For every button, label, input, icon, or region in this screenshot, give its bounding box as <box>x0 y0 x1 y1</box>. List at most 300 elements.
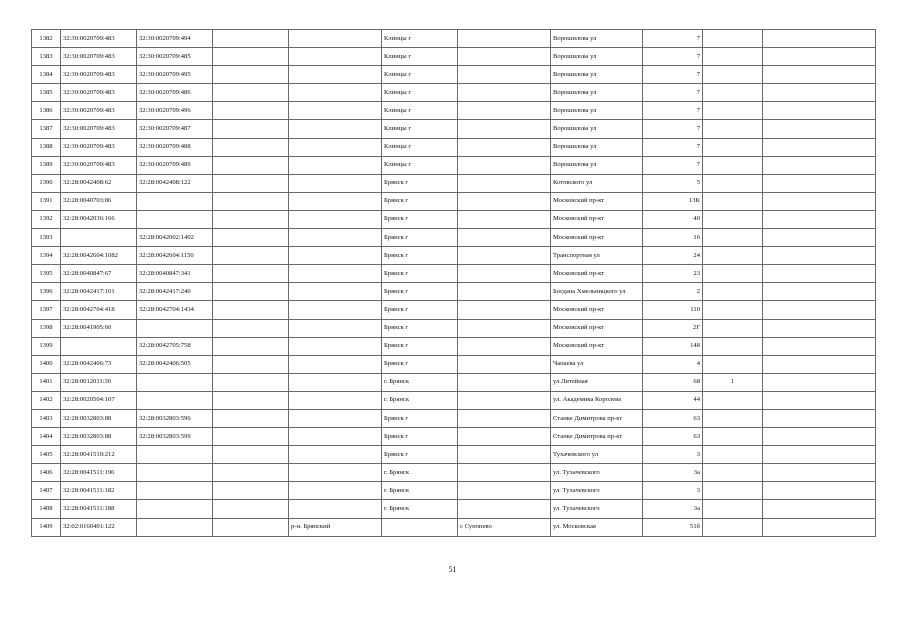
house-cell: 110 <box>643 301 703 319</box>
row-number-cell: 1382 <box>32 30 61 48</box>
city-cell: Клинцы г <box>382 30 458 48</box>
building-cell <box>703 428 763 446</box>
region-cell <box>213 518 289 536</box>
extra-cell <box>763 84 876 102</box>
street-cell: Станке Димитрова пр-кт <box>551 428 643 446</box>
table-row <box>32 138 876 156</box>
settlement-cell <box>458 337 551 355</box>
premises-number-cell <box>137 446 213 464</box>
settlement-cell <box>458 464 551 482</box>
settlement-cell <box>458 102 551 120</box>
region-cell <box>213 174 289 192</box>
region-cell <box>213 192 289 210</box>
house-cell: 44 <box>643 391 703 409</box>
district-cell <box>289 500 382 518</box>
table-row <box>32 247 876 265</box>
extra-cell <box>763 518 876 536</box>
street-cell: Московский пр-кт <box>551 265 643 283</box>
premises-number-cell: 32:28:0042604:1150 <box>137 247 213 265</box>
cadastral-number-cell: 32:28:0041511:182 <box>61 482 137 500</box>
building-cell <box>703 66 763 84</box>
city-cell: Брянск г <box>382 283 458 301</box>
settlement-cell <box>458 156 551 174</box>
house-cell: 4 <box>643 355 703 373</box>
row-number-cell: 1387 <box>32 120 61 138</box>
row-number-cell: 1395 <box>32 265 61 283</box>
premises-number-cell: 32:28:0032803:599 <box>137 428 213 446</box>
premises-number-cell: 32:30:0020709:485 <box>137 48 213 66</box>
extra-cell <box>763 48 876 66</box>
extra-cell <box>763 174 876 192</box>
registry-table <box>31 29 876 537</box>
city-cell: Клинцы г <box>382 84 458 102</box>
settlement-cell <box>458 247 551 265</box>
settlement-cell <box>458 229 551 247</box>
building-cell <box>703 319 763 337</box>
house-cell: 13К <box>643 192 703 210</box>
street-cell: Московский пр-кт <box>551 337 643 355</box>
district-cell <box>289 102 382 120</box>
city-cell: г. Брянск <box>382 464 458 482</box>
region-cell <box>213 464 289 482</box>
table-row <box>32 373 876 391</box>
region-cell <box>213 265 289 283</box>
building-cell <box>703 500 763 518</box>
cadastral-number-cell: 32:28:0041905:60 <box>61 319 137 337</box>
extra-cell <box>763 283 876 301</box>
extra-cell <box>763 247 876 265</box>
house-cell: 7 <box>643 156 703 174</box>
cadastral-number-cell: 32:28:0041511:196 <box>61 464 137 482</box>
house-cell: 7 <box>643 120 703 138</box>
city-cell: Брянск г <box>382 319 458 337</box>
row-number-cell: 1406 <box>32 464 61 482</box>
region-cell <box>213 355 289 373</box>
cadastral-number-cell: 32:28:0040703:86 <box>61 192 137 210</box>
district-cell <box>289 283 382 301</box>
building-cell <box>703 283 763 301</box>
city-cell: Клинцы г <box>382 48 458 66</box>
cadastral-number-cell: 32:28:0020504:107 <box>61 391 137 409</box>
street-cell: Тухачевского ул <box>551 446 643 464</box>
street-cell: Ворошилова ул <box>551 30 643 48</box>
row-number-cell: 1390 <box>32 174 61 192</box>
table-row <box>32 84 876 102</box>
cadastral-number-cell: 32:28:0042036:166 <box>61 210 137 228</box>
settlement-cell <box>458 482 551 500</box>
city-cell: Клинцы г <box>382 120 458 138</box>
table-row <box>32 283 876 301</box>
building-cell <box>703 247 763 265</box>
street-cell: ул. Тухачевского <box>551 464 643 482</box>
city-cell: Брянск г <box>382 428 458 446</box>
house-cell: 2 <box>643 283 703 301</box>
district-cell <box>289 30 382 48</box>
settlement-cell <box>458 373 551 391</box>
city-cell <box>382 518 458 536</box>
cadastral-number-cell: 32:30:0020709:483 <box>61 138 137 156</box>
district-cell: р-н. Брянский <box>289 518 382 536</box>
district-cell <box>289 391 382 409</box>
premises-number-cell: 32:28:0040847:341 <box>137 265 213 283</box>
street-cell: Московский пр-кт <box>551 229 643 247</box>
settlement-cell <box>458 283 551 301</box>
street-cell: Ворошилова ул <box>551 84 643 102</box>
premises-number-cell: 32:28:0032803:596 <box>137 409 213 427</box>
row-number-cell: 1391 <box>32 192 61 210</box>
house-cell: 3а <box>643 500 703 518</box>
region-cell <box>213 120 289 138</box>
premises-number-cell: 32:30:0020709:496 <box>137 102 213 120</box>
row-number-cell: 1394 <box>32 247 61 265</box>
region-cell <box>213 319 289 337</box>
house-cell: 24 <box>643 247 703 265</box>
street-cell: ул.Литейная <box>551 373 643 391</box>
page-number: 51 <box>448 565 457 574</box>
row-number-cell: 1384 <box>32 66 61 84</box>
building-cell <box>703 409 763 427</box>
building-cell <box>703 518 763 536</box>
district-cell <box>289 192 382 210</box>
premises-number-cell: 32:28:0042417:240 <box>137 283 213 301</box>
district-cell <box>289 337 382 355</box>
premises-number-cell: 32:28:0042406:505 <box>137 355 213 373</box>
building-cell <box>703 210 763 228</box>
table-row <box>32 428 876 446</box>
street-cell: ул. Московская <box>551 518 643 536</box>
city-cell: Брянск г <box>382 355 458 373</box>
settlement-cell <box>458 138 551 156</box>
premises-number-cell: 32:30:0020709:487 <box>137 120 213 138</box>
cadastral-number-cell: 32:30:0020709:483 <box>61 48 137 66</box>
region-cell <box>213 301 289 319</box>
district-cell <box>289 174 382 192</box>
region-cell <box>213 409 289 427</box>
district-cell <box>289 229 382 247</box>
street-cell: Московский пр-кт <box>551 319 643 337</box>
settlement-cell <box>458 192 551 210</box>
house-cell: 7 <box>643 48 703 66</box>
row-number-cell: 1393 <box>32 229 61 247</box>
house-cell: 5 <box>643 174 703 192</box>
row-number-cell: 1398 <box>32 319 61 337</box>
district-cell <box>289 48 382 66</box>
city-cell: Брянск г <box>382 265 458 283</box>
settlement-cell <box>458 391 551 409</box>
settlement-cell <box>458 48 551 66</box>
row-number-cell: 1392 <box>32 210 61 228</box>
table-row <box>32 409 876 427</box>
row-number-cell: 1408 <box>32 500 61 518</box>
cadastral-number-cell: 32:30:0020709:483 <box>61 84 137 102</box>
table-row <box>32 210 876 228</box>
table-row <box>32 518 876 536</box>
extra-cell <box>763 319 876 337</box>
region-cell <box>213 391 289 409</box>
row-number-cell: 1404 <box>32 428 61 446</box>
street-cell: Московский пр-кт <box>551 210 643 228</box>
premises-number-cell <box>137 391 213 409</box>
house-cell: 63 <box>643 409 703 427</box>
building-cell <box>703 120 763 138</box>
premises-number-cell <box>137 373 213 391</box>
city-cell: г. Брянск <box>382 373 458 391</box>
house-cell: 7 <box>643 102 703 120</box>
building-cell <box>703 301 763 319</box>
district-cell <box>289 464 382 482</box>
house-cell: 7 <box>643 30 703 48</box>
district-cell <box>289 355 382 373</box>
extra-cell <box>763 482 876 500</box>
extra-cell <box>763 464 876 482</box>
building-cell <box>703 265 763 283</box>
cadastral-number-cell: 32:28:0032803:88 <box>61 428 137 446</box>
premises-number-cell: 32:30:0020709:495 <box>137 66 213 84</box>
premises-number-cell: 32:28:0042408:122 <box>137 174 213 192</box>
building-cell <box>703 84 763 102</box>
table-body <box>32 30 876 537</box>
region-cell <box>213 138 289 156</box>
row-number-cell: 1409 <box>32 518 61 536</box>
premises-number-cell <box>137 192 213 210</box>
row-number-cell: 1385 <box>32 84 61 102</box>
region-cell <box>213 30 289 48</box>
table-row <box>32 102 876 120</box>
house-cell: 7 <box>643 66 703 84</box>
table-row <box>32 301 876 319</box>
building-cell <box>703 464 763 482</box>
house-cell: 23 <box>643 265 703 283</box>
region-cell <box>213 337 289 355</box>
region-cell <box>213 482 289 500</box>
settlement-cell <box>458 30 551 48</box>
building-cell <box>703 174 763 192</box>
row-number-cell: 1405 <box>32 446 61 464</box>
extra-cell <box>763 120 876 138</box>
extra-cell <box>763 210 876 228</box>
street-cell: Чапаева ул <box>551 355 643 373</box>
house-cell: 16 <box>643 229 703 247</box>
table-row <box>32 500 876 518</box>
district-cell <box>289 373 382 391</box>
district-cell <box>289 301 382 319</box>
settlement-cell <box>458 301 551 319</box>
building-cell <box>703 30 763 48</box>
table-row <box>32 66 876 84</box>
settlement-cell <box>458 355 551 373</box>
settlement-cell <box>458 210 551 228</box>
district-cell <box>289 409 382 427</box>
street-cell: Транспортная ул <box>551 247 643 265</box>
street-cell: Ворошилова ул <box>551 120 643 138</box>
table-row <box>32 337 876 355</box>
row-number-cell: 1396 <box>32 283 61 301</box>
settlement-cell <box>458 428 551 446</box>
table-row <box>32 48 876 66</box>
district-cell <box>289 120 382 138</box>
street-cell: Московский пр-кт <box>551 192 643 210</box>
city-cell: Брянск г <box>382 337 458 355</box>
extra-cell <box>763 229 876 247</box>
street-cell: ул. Тухачевского <box>551 500 643 518</box>
region-cell <box>213 102 289 120</box>
cadastral-number-cell: 32:28:0042406:73 <box>61 355 137 373</box>
row-number-cell: 1407 <box>32 482 61 500</box>
table-row <box>32 482 876 500</box>
settlement-cell: с Супонево <box>458 518 551 536</box>
house-cell: 51б <box>643 518 703 536</box>
city-cell: г. Брянск <box>382 391 458 409</box>
table-row <box>32 265 876 283</box>
table-row <box>32 30 876 48</box>
cadastral-number-cell: 32:30:0020709:483 <box>61 120 137 138</box>
city-cell: Брянск г <box>382 301 458 319</box>
building-cell <box>703 138 763 156</box>
house-cell: 68 <box>643 373 703 391</box>
extra-cell <box>763 500 876 518</box>
premises-number-cell: 32:28:0042705:758 <box>137 337 213 355</box>
cadastral-number-cell: 32:28:0042704:418 <box>61 301 137 319</box>
district-cell <box>289 156 382 174</box>
settlement-cell <box>458 84 551 102</box>
region-cell <box>213 283 289 301</box>
premises-number-cell: 32:30:0020709:486 <box>137 84 213 102</box>
row-number-cell: 1399 <box>32 337 61 355</box>
region-cell <box>213 84 289 102</box>
table-row <box>32 156 876 174</box>
street-cell: Ворошилова ул <box>551 48 643 66</box>
row-number-cell: 1400 <box>32 355 61 373</box>
settlement-cell <box>458 319 551 337</box>
table-row <box>32 229 876 247</box>
cadastral-number-cell: 32:28:0012011:30 <box>61 373 137 391</box>
city-cell: Брянск г <box>382 174 458 192</box>
row-number-cell: 1401 <box>32 373 61 391</box>
settlement-cell <box>458 66 551 84</box>
city-cell: Клинцы г <box>382 102 458 120</box>
district-cell <box>289 247 382 265</box>
building-cell <box>703 229 763 247</box>
cadastral-number-cell: 32:28:0040847:67 <box>61 265 137 283</box>
premises-number-cell <box>137 500 213 518</box>
street-cell: Ворошилова ул <box>551 102 643 120</box>
extra-cell <box>763 301 876 319</box>
premises-number-cell: 32:30:0020709:488 <box>137 138 213 156</box>
settlement-cell <box>458 500 551 518</box>
city-cell: Клинцы г <box>382 66 458 84</box>
premises-number-cell: 32:28:0042002:1402 <box>137 229 213 247</box>
street-cell: Котовского ул <box>551 174 643 192</box>
house-cell: 2Г <box>643 319 703 337</box>
city-cell: Брянск г <box>382 409 458 427</box>
extra-cell <box>763 428 876 446</box>
house-cell: 63 <box>643 428 703 446</box>
building-cell <box>703 482 763 500</box>
settlement-cell <box>458 446 551 464</box>
house-cell: 7 <box>643 84 703 102</box>
city-cell: Брянск г <box>382 210 458 228</box>
city-cell: Брянск г <box>382 247 458 265</box>
building-cell: 1 <box>703 373 763 391</box>
region-cell <box>213 247 289 265</box>
region-cell <box>213 428 289 446</box>
extra-cell <box>763 138 876 156</box>
table-row <box>32 319 876 337</box>
row-number-cell: 1397 <box>32 301 61 319</box>
cadastral-number-cell: 32:28:0032803:88 <box>61 409 137 427</box>
cadastral-number-cell <box>61 229 137 247</box>
city-cell: Брянск г <box>382 446 458 464</box>
building-cell <box>703 446 763 464</box>
extra-cell <box>763 102 876 120</box>
row-number-cell: 1389 <box>32 156 61 174</box>
cadastral-number-cell: 32:28:0042408:62 <box>61 174 137 192</box>
settlement-cell <box>458 120 551 138</box>
district-cell <box>289 446 382 464</box>
district-cell <box>289 84 382 102</box>
premises-number-cell: 32:30:0020709:494 <box>137 30 213 48</box>
table-row <box>32 391 876 409</box>
table-row <box>32 174 876 192</box>
region-cell <box>213 446 289 464</box>
cadastral-number-cell: 32:30:0020709:483 <box>61 30 137 48</box>
district-cell <box>289 482 382 500</box>
district-cell <box>289 265 382 283</box>
cadastral-number-cell: 32:02:0160401:122 <box>61 518 137 536</box>
row-number-cell: 1402 <box>32 391 61 409</box>
settlement-cell <box>458 409 551 427</box>
city-cell: Клинцы г <box>382 156 458 174</box>
extra-cell <box>763 409 876 427</box>
region-cell <box>213 229 289 247</box>
street-cell: Ворошилова ул <box>551 156 643 174</box>
premises-number-cell: 32:30:0020709:489 <box>137 156 213 174</box>
premises-number-cell <box>137 518 213 536</box>
city-cell: Брянск г <box>382 192 458 210</box>
building-cell <box>703 355 763 373</box>
table-row <box>32 464 876 482</box>
house-cell: 3 <box>643 446 703 464</box>
table-row <box>32 192 876 210</box>
street-cell: ул. Академика Королева <box>551 391 643 409</box>
city-cell: Клинцы г <box>382 138 458 156</box>
region-cell <box>213 66 289 84</box>
street-cell: Ворошилова ул <box>551 66 643 84</box>
region-cell <box>213 500 289 518</box>
city-cell: г. Брянск <box>382 500 458 518</box>
extra-cell <box>763 66 876 84</box>
extra-cell <box>763 355 876 373</box>
settlement-cell <box>458 265 551 283</box>
premises-number-cell <box>137 319 213 337</box>
district-cell <box>289 319 382 337</box>
building-cell <box>703 391 763 409</box>
cadastral-number-cell: 32:28:0042417:101 <box>61 283 137 301</box>
street-cell: Станке Димитрова пр-кт <box>551 409 643 427</box>
premises-number-cell <box>137 464 213 482</box>
premises-number-cell <box>137 482 213 500</box>
building-cell <box>703 48 763 66</box>
house-cell: 7 <box>643 138 703 156</box>
cadastral-number-cell <box>61 337 137 355</box>
premises-number-cell: 32:28:0042704:1434 <box>137 301 213 319</box>
cadastral-number-cell: 32:28:0041511:188 <box>61 500 137 518</box>
street-cell: ул. Тухачевского <box>551 482 643 500</box>
extra-cell <box>763 265 876 283</box>
extra-cell <box>763 373 876 391</box>
house-cell: 3а <box>643 464 703 482</box>
row-number-cell: 1403 <box>32 409 61 427</box>
